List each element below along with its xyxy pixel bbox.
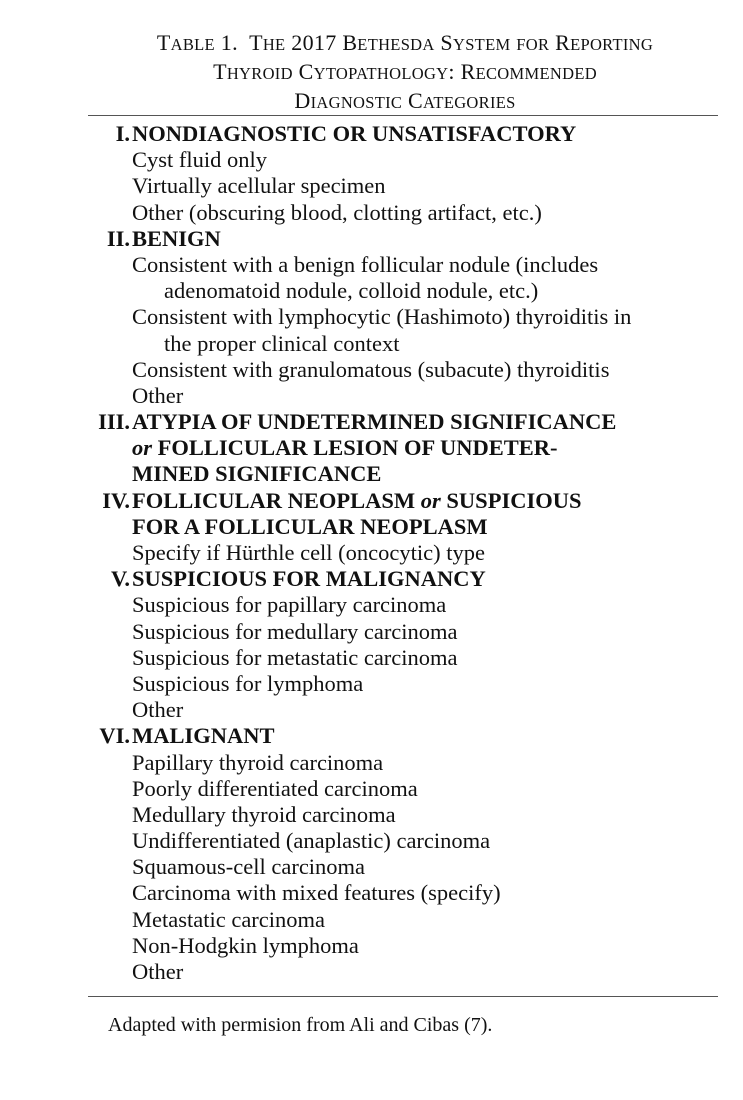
- category-item: Medullary thyroid carcinoma: [132, 801, 396, 827]
- category-item: Other: [132, 697, 184, 723]
- category-item: Non-Hodgkin lymphoma: [132, 932, 359, 958]
- category-item: Metastatic carcinoma: [132, 906, 326, 932]
- category-numeral: II.: [106, 225, 130, 251]
- category-item: Suspicious for metastatic carcinoma: [132, 644, 458, 670]
- category-item-line: [0, 173, 743, 199]
- category-heading: ATYPIA OF UNDETERMINED SIGNIFICANCE: [132, 409, 617, 435]
- category-item-line: [0, 147, 743, 173]
- category-item: Other: [132, 382, 184, 408]
- category-item-line: [0, 619, 743, 645]
- category-item-line: [0, 383, 743, 409]
- category-numeral: VI.: [99, 723, 130, 749]
- category-item-line: [0, 671, 743, 697]
- category-heading-line: [0, 226, 743, 252]
- category-heading-line: [0, 566, 743, 592]
- category-item: Virtually acellular specimen: [132, 173, 386, 199]
- category-item-line: [0, 933, 743, 959]
- category-heading-line: [0, 461, 743, 487]
- category-numeral: I.: [115, 121, 130, 146]
- category-item: Undifferentiated (anaplastic) carcinoma: [132, 828, 491, 854]
- category-item: Suspicious for medullary carcinoma: [132, 618, 458, 644]
- table-caption: [60, 29, 743, 116]
- category-item-line: [0, 592, 743, 618]
- category-item: Other (obscuring blood, clotting artifact, etc.): [132, 199, 542, 225]
- category-heading-line: [0, 435, 743, 461]
- caption-line-2: [60, 58, 743, 87]
- category-heading: FOR A FOLLICULAR NEOPLASM: [132, 513, 488, 539]
- category-item-line: [0, 959, 743, 985]
- category-numeral: V.: [111, 566, 130, 592]
- category-heading: or FOLLICULAR LESION OF UNDETER-: [132, 435, 558, 461]
- category-item: Consistent with lymphocytic (Hashimoto) thyroiditis in: [132, 304, 632, 330]
- category-item: Consistent with granulomatous (subacute) thyroiditis: [132, 356, 610, 382]
- category-item: Carcinoma with mixed features (specify): [132, 880, 501, 906]
- category-numeral: IV.: [102, 487, 130, 513]
- category-item-line: [0, 645, 743, 671]
- category-item-line: [0, 200, 743, 226]
- category-item-line: [0, 776, 743, 802]
- category-item-line: [0, 304, 743, 330]
- category-item-line: [0, 907, 743, 933]
- category-heading-line: [0, 488, 743, 514]
- category-heading: FOLLICULAR NEOPLASM or SUSPICIOUS: [132, 487, 582, 513]
- heading-italic-or: or: [420, 487, 441, 513]
- category-item-line: [0, 252, 743, 278]
- category-heading: MALIGNANT: [132, 723, 275, 749]
- category-heading-line: [0, 514, 743, 540]
- category-item-line: [0, 278, 743, 304]
- table-body: [0, 121, 743, 985]
- category-item-line: [0, 697, 743, 723]
- category-heading: SUSPICIOUS FOR MALIGNANCY: [132, 566, 486, 592]
- category-item-line: [0, 331, 743, 357]
- category-heading: MINED SIGNIFICANCE: [132, 461, 382, 487]
- category-heading: BENIGN: [132, 225, 221, 251]
- category-item: Suspicious for papillary carcinoma: [132, 592, 447, 618]
- category-item: Squamous-cell carcinoma: [132, 854, 366, 880]
- category-heading-line: [0, 409, 743, 435]
- category-item: Cyst fluid only: [132, 147, 268, 173]
- category-item-line: [0, 828, 743, 854]
- category-heading-line: [0, 121, 743, 147]
- caption-line-3: [60, 87, 743, 116]
- category-numeral: III.: [98, 409, 130, 435]
- category-item-line: [0, 880, 743, 906]
- category-item: Poorly differentiated carcinoma: [132, 775, 418, 801]
- category-item-line: [0, 540, 743, 566]
- caption-line-1: [60, 29, 743, 58]
- category-item-continuation: the proper clinical context: [164, 330, 400, 356]
- bottom-rule: [88, 996, 718, 997]
- category-item-continuation: adenomatoid nodule, colloid nodule, etc.): [164, 278, 539, 304]
- category-item: Papillary thyroid carcinoma: [132, 749, 384, 775]
- category-heading-line: [0, 723, 743, 749]
- heading-italic-or: or: [132, 435, 153, 461]
- caption-title-part-3: DIAGNOSTIC CATEGORIES: [294, 88, 516, 113]
- category-item: Consistent with a benign follicular nodule (includes: [132, 251, 599, 277]
- caption-label: TABLE 1.: [156, 30, 238, 55]
- category-item-line: [0, 854, 743, 880]
- category-item-line: [0, 802, 743, 828]
- category-item-line: [0, 357, 743, 383]
- category-item-line: [0, 750, 743, 776]
- caption-title-part-1: THE 2017 BETHESDA SYSTEM FOR REPORTING: [249, 30, 654, 55]
- top-rule: [88, 115, 718, 116]
- category-heading: NONDIAGNOSTIC OR UNSATISFACTORY: [132, 121, 577, 146]
- table-footnote: Adapted with permision from Ali and Cibas (7).: [108, 1014, 493, 1036]
- category-item: Suspicious for lymphoma: [132, 670, 364, 696]
- caption-title-part-2: THYROID CYTOPATHOLOGY: RECOMMENDED: [213, 59, 597, 84]
- category-item: Specify if Hürthle cell (oncocytic) type: [132, 540, 485, 565]
- category-item: Other: [132, 959, 184, 984]
